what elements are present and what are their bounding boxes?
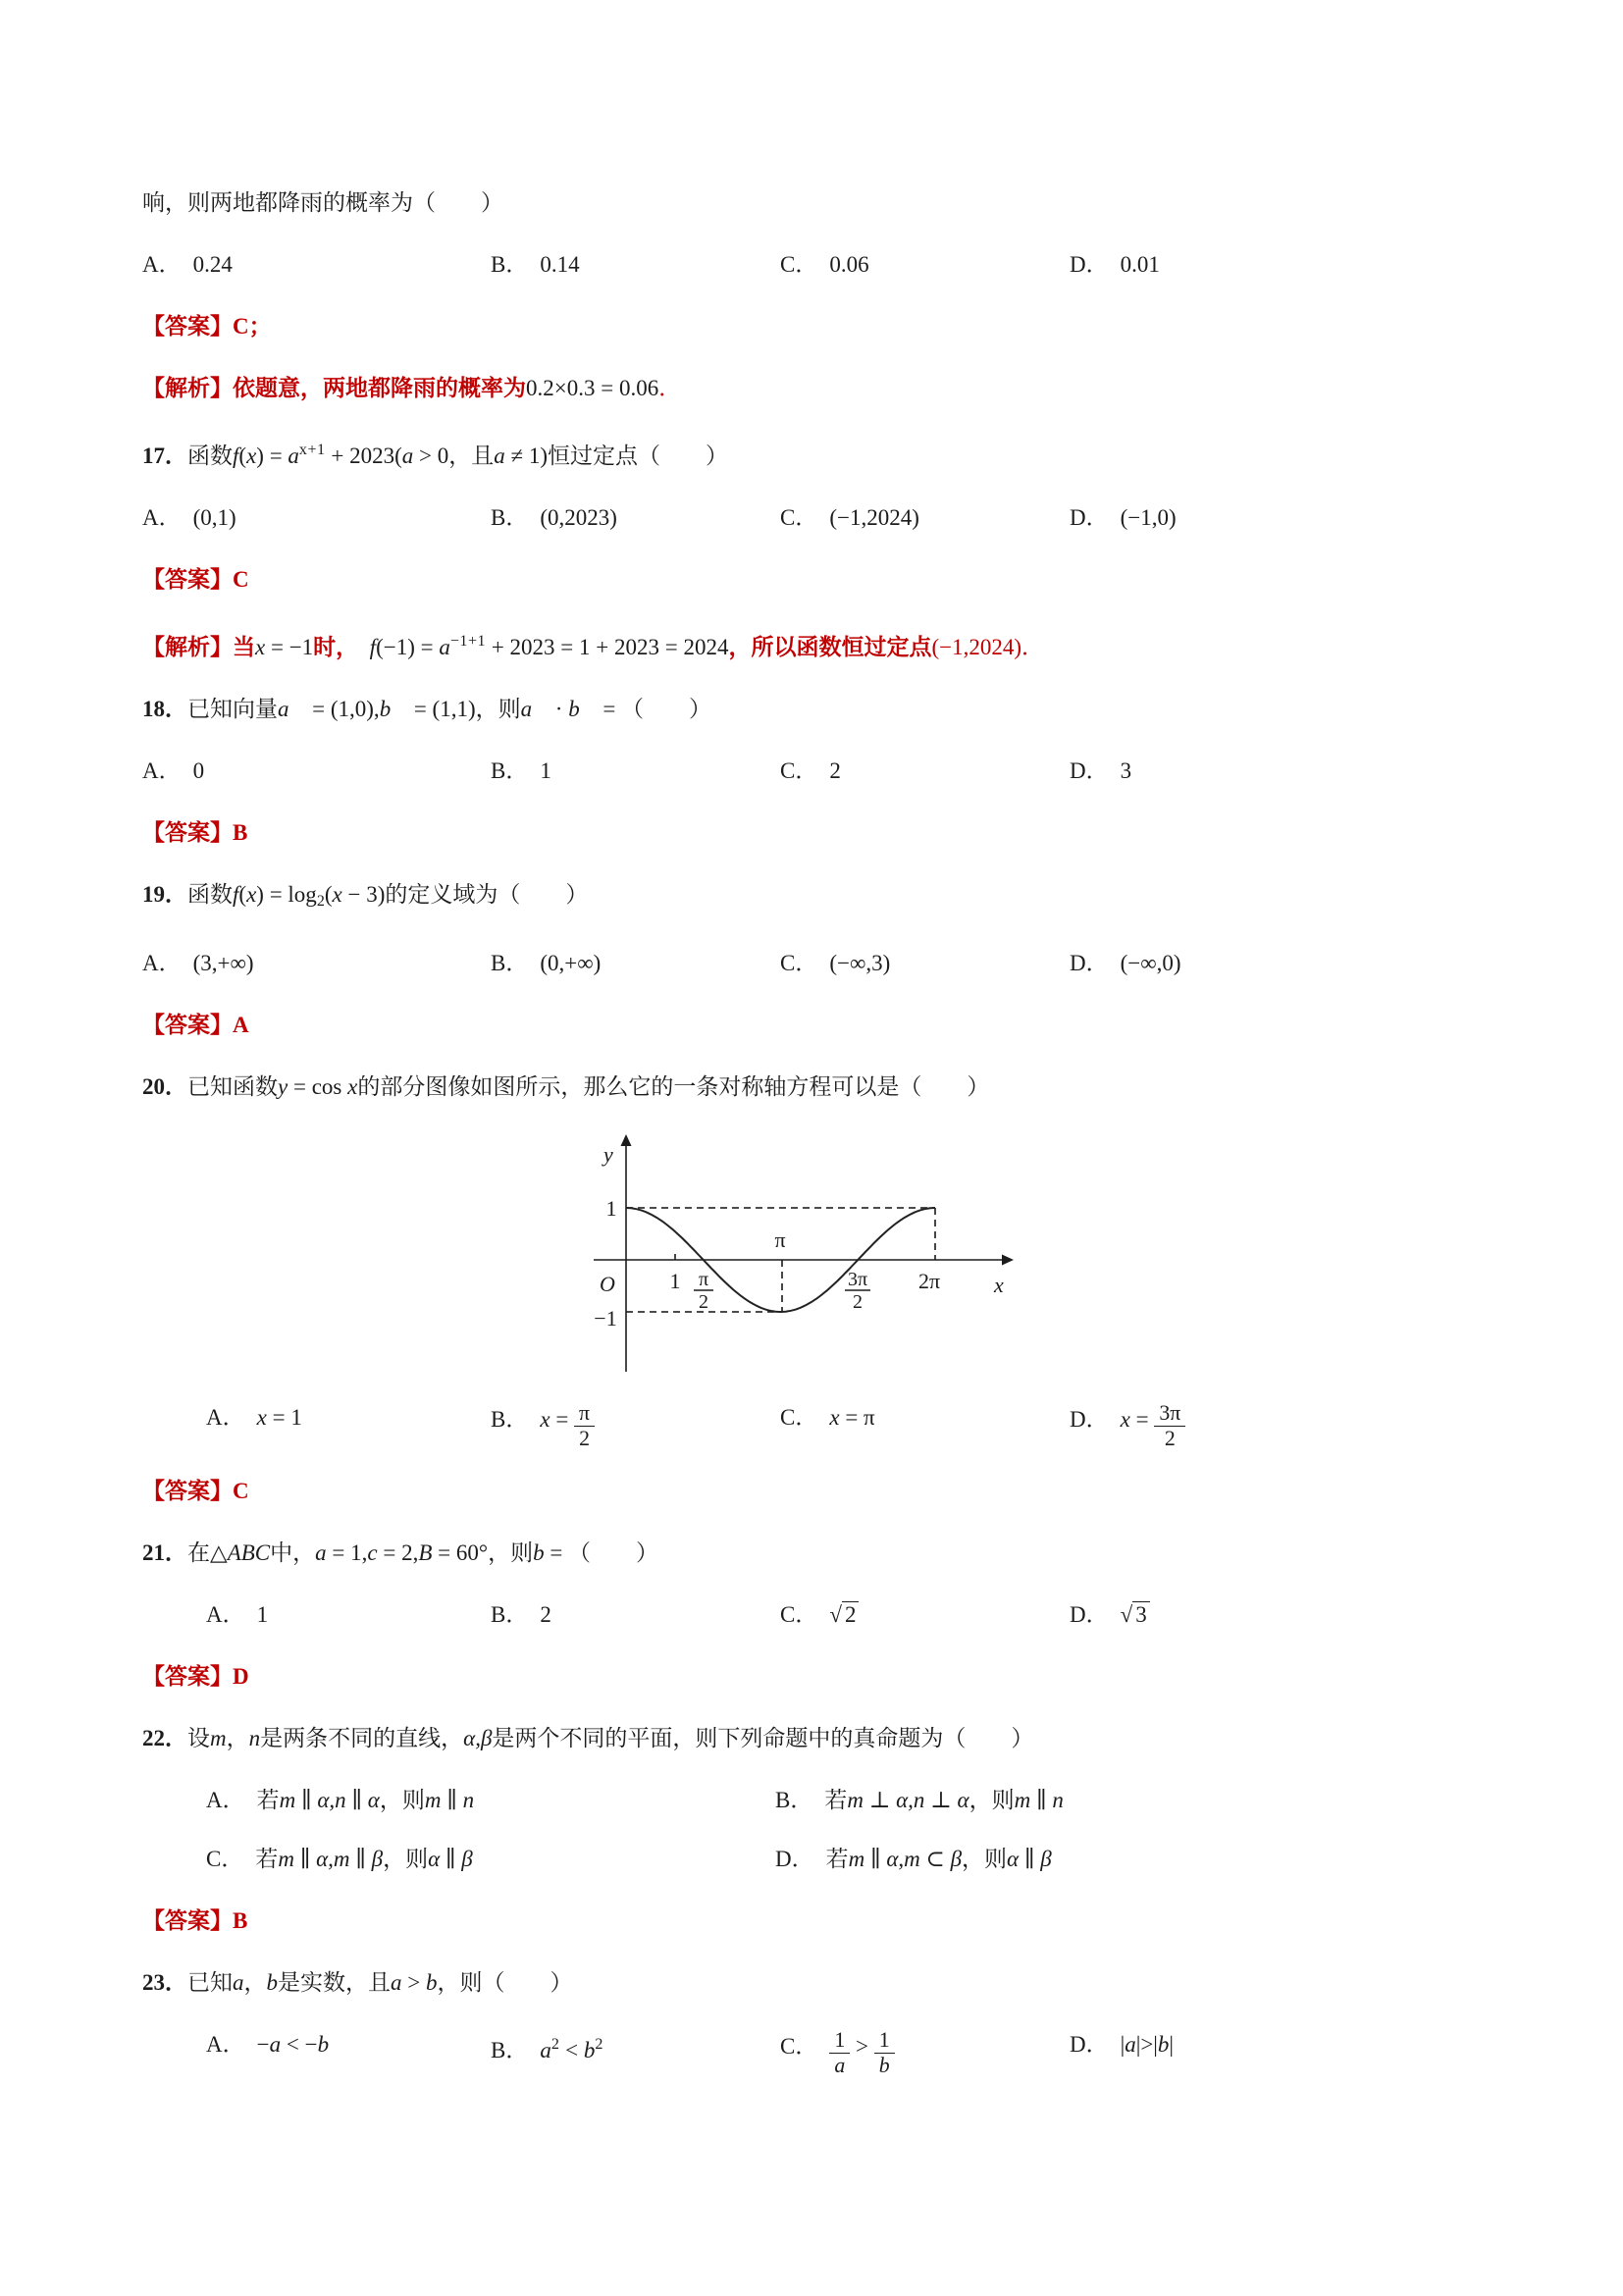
tick-1-label: 1 <box>669 1268 681 1293</box>
option-b-value: 0.14 <box>540 252 580 277</box>
option-c-label: C． <box>780 757 818 783</box>
option-d-label: D． <box>1070 757 1109 783</box>
option-c <box>780 2028 1070 2078</box>
option-b-value: 2 <box>540 1601 551 1627</box>
question-16-stem: 响，则两地都降雨的概率为（ ） <box>142 190 503 215</box>
question-20-answer: 【答案】C <box>142 1478 249 1503</box>
option-c <box>780 755 1070 788</box>
question-20-options <box>142 1401 1535 1451</box>
cosine-figure <box>554 1132 1025 1378</box>
option-d <box>1070 947 1535 980</box>
option-c <box>780 248 1070 282</box>
option-c-value: (−∞,3) <box>829 950 891 975</box>
question-17-analysis: 【解析】当x = −1时， $f(-1) = a^{-1+1} + 2023 = 1 + 2023 = 2024$，所以函数恒过定点(−1,2024)． <box>142 632 1045 659</box>
question-16-answer: 【答案】C； <box>142 314 272 339</box>
question-21 <box>142 1537 1535 1694</box>
question-18-stem: 18．已知向量a⃗ = (1,0),b⃗ = (1,1)，则a⃗ · b⃗ = （ ） <box>142 696 712 721</box>
option-a-label: A． <box>206 1404 245 1430</box>
option-c <box>780 1598 1070 1632</box>
option-d-label: D． <box>1070 950 1109 975</box>
option-b-label: B． <box>491 1601 529 1627</box>
option-c-value: x = π <box>829 1404 875 1430</box>
option-a-value: 1 <box>256 1601 269 1627</box>
option-c-value: √ 2 <box>829 1601 859 1627</box>
option-a-label: A． <box>142 950 182 975</box>
option-c <box>780 1401 1070 1435</box>
option-b <box>491 501 780 535</box>
option-b-value: (0,+∞) <box>540 950 602 975</box>
option-b-value: (0,2023) <box>540 504 617 530</box>
option-c-value: 0.06 <box>829 252 869 277</box>
question-22-options <box>142 1784 1535 1876</box>
question-21-options <box>142 1598 1535 1632</box>
option-a <box>206 1784 775 1817</box>
option-d-label: D． <box>1070 504 1109 530</box>
option-d <box>1070 248 1535 282</box>
question-18-answer: 【答案】B <box>142 819 248 845</box>
option-a-value: (3,+∞) <box>192 950 254 975</box>
x-axis-arrowhead <box>1002 1254 1014 1265</box>
option-b <box>775 1784 1535 1817</box>
option-d-label: D． <box>1070 2031 1109 2057</box>
question-22-stem: 22．设m，n是两条不同的直线，α,β是两个不同的平面，则下列命题中的真命题为（ ） <box>142 1725 1034 1750</box>
option-b-label: B． <box>775 1787 813 1812</box>
pi-over-2-numerator: π <box>698 1268 709 1290</box>
option-a-label: A． <box>142 252 182 277</box>
option-d-value: |a|>|b| <box>1120 2031 1175 2057</box>
option-d-value: (−1,0) <box>1120 504 1177 530</box>
question-23-options <box>142 2028 1535 2078</box>
option-a-value: −a < −b <box>256 2031 330 2057</box>
question-19 <box>142 878 1535 1042</box>
option-d <box>1070 501 1535 535</box>
option-a-label: A． <box>142 504 182 530</box>
option-b <box>491 755 780 788</box>
y-max-label: 1 <box>605 1195 617 1221</box>
question-20-stem: 20．已知函数y = cos x的部分图像如图所示，那么它的一条对称轴方程可以是（ ） <box>142 1073 990 1099</box>
option-c-label: C． <box>780 2034 818 2060</box>
option-b-value: x = $\frac{\pi}{2}$ <box>540 1407 595 1432</box>
question-21-stem: 21．在△ABC中，a = 1,c = 2,B = 60°，则b = （ ） <box>142 1539 659 1565</box>
option-a-value: 0.24 <box>192 252 233 277</box>
option-b-label: B． <box>491 1407 529 1433</box>
question-17-answer: 【答案】C <box>142 566 249 592</box>
option-c-label: C． <box>780 1404 818 1430</box>
option-a <box>142 755 491 788</box>
question-19-answer: 【答案】A <box>142 1012 249 1037</box>
question-18-options <box>142 755 1535 788</box>
option-b <box>491 1598 780 1632</box>
question-18 <box>142 693 1535 850</box>
option-d-label: D． <box>775 1846 814 1871</box>
question-19-stem: 19．函数$f(x) = \log_2(x - 3)$的定义域为（ ） <box>142 881 589 910</box>
option-c <box>780 947 1070 980</box>
option-d-value: 3 <box>1120 757 1132 783</box>
tick-3pi-over-2 <box>845 1269 870 1313</box>
question-20 <box>142 1070 1535 1508</box>
question-23 <box>142 1966 1535 2078</box>
option-c-label: C． <box>780 950 818 975</box>
option-a-value: 0 <box>192 757 205 783</box>
y-axis-arrowhead <box>621 1134 632 1146</box>
option-d-value: (−∞,0) <box>1120 950 1181 975</box>
option-d <box>1070 2028 1535 2061</box>
x-axis-label: x <box>994 1272 1004 1297</box>
option-b-label: B． <box>491 2037 529 2062</box>
question-16-options <box>142 248 1535 282</box>
option-a-label: A． <box>206 1601 245 1627</box>
y-axis-label: y <box>603 1141 613 1167</box>
option-a-label: A． <box>206 2031 245 2057</box>
option-a-value: 若m ∥ α,n ∥ α，则m ∥ n <box>256 1787 475 1812</box>
option-d-value: 0.01 <box>1120 252 1160 277</box>
option-b <box>491 248 780 282</box>
option-d-value: 若m ∥ α,m ⊂ β，则α ∥ β <box>825 1846 1052 1871</box>
question-23-stem: 23．已知a，b是实数，且a > b，则（ ） <box>142 1969 573 1995</box>
option-d-label: D． <box>1070 252 1109 277</box>
origin-label: O <box>600 1271 615 1296</box>
3pi-over-2-denominator: 2 <box>853 1290 863 1313</box>
option-c-label: C． <box>780 504 818 530</box>
y-min-label: −1 <box>594 1305 617 1331</box>
question-22-answer: 【答案】B <box>142 1907 248 1933</box>
option-c-value: $\frac{1}{a}$ > $\frac{1}{b}$ <box>829 2034 894 2059</box>
option-d-value: x = $\frac{3\pi}{2}$ <box>1121 1407 1186 1432</box>
option-a-label: A． <box>206 1787 245 1812</box>
option-d <box>1070 755 1535 788</box>
option-a <box>142 2028 491 2061</box>
option-a-label: A． <box>142 757 182 783</box>
cosine-figure-svg <box>554 1132 1025 1378</box>
option-c <box>780 501 1070 535</box>
question-19-options <box>142 947 1535 980</box>
question-17-options <box>142 501 1535 535</box>
option-b-label: B． <box>491 950 529 975</box>
question-17 <box>142 434 1535 664</box>
question-17-stem: 17．函数$f(x) = a^{x+1} + 2023(a > 0$，且a ≠ 1)恒过定点（ ） <box>142 442 729 468</box>
question-22 <box>142 1722 1535 1938</box>
option-c-value: 若m ∥ α,m ∥ β，则α ∥ β <box>255 1846 473 1871</box>
option-b <box>491 947 780 980</box>
option-d <box>1070 1598 1535 1632</box>
tick-pi-label: π <box>774 1226 786 1252</box>
option-b-value: 1 <box>540 757 551 783</box>
option-d <box>1070 1401 1535 1451</box>
option-d-label: D． <box>1070 1407 1109 1433</box>
pi-over-2-denominator: 2 <box>699 1290 708 1313</box>
option-b-label: B． <box>491 504 529 530</box>
option-b-value: $a^2 < b^2$ <box>540 2035 603 2062</box>
question-16 <box>142 186 1535 405</box>
option-a-value: (0,1) <box>192 504 236 530</box>
question-21-answer: 【答案】D <box>142 1663 249 1689</box>
question-16-analysis: 【解析】依题意，两地都降雨的概率为0.2×0.3 = 0.06． <box>142 376 682 400</box>
option-a <box>142 501 491 535</box>
option-c-label: C． <box>780 1601 818 1627</box>
option-d-label: D． <box>1070 1601 1109 1627</box>
tick-pi-over-2 <box>694 1269 713 1313</box>
option-d <box>775 1843 1535 1876</box>
option-c-value: (−1,2024) <box>829 504 919 530</box>
option-d-value: √ 3 <box>1121 1601 1150 1627</box>
option-b-value: 若m ⊥ α,n ⊥ α，则m ∥ n <box>824 1787 1064 1812</box>
option-a-value: x = 1 <box>256 1404 302 1430</box>
option-b <box>491 2028 780 2067</box>
3pi-over-2-numerator: 3π <box>847 1268 868 1290</box>
option-a <box>142 248 491 282</box>
option-c-label: C． <box>206 1846 244 1871</box>
option-c-value: 2 <box>829 757 841 783</box>
option-b-label: B． <box>491 252 529 277</box>
option-c <box>206 1843 775 1876</box>
option-c-label: C． <box>780 252 818 277</box>
option-b-label: B． <box>491 757 529 783</box>
option-a <box>142 1401 491 1435</box>
option-a <box>142 1598 491 1632</box>
tick-2pi-label: 2π <box>917 1268 941 1293</box>
option-a <box>142 947 491 980</box>
option-b <box>491 1401 780 1451</box>
